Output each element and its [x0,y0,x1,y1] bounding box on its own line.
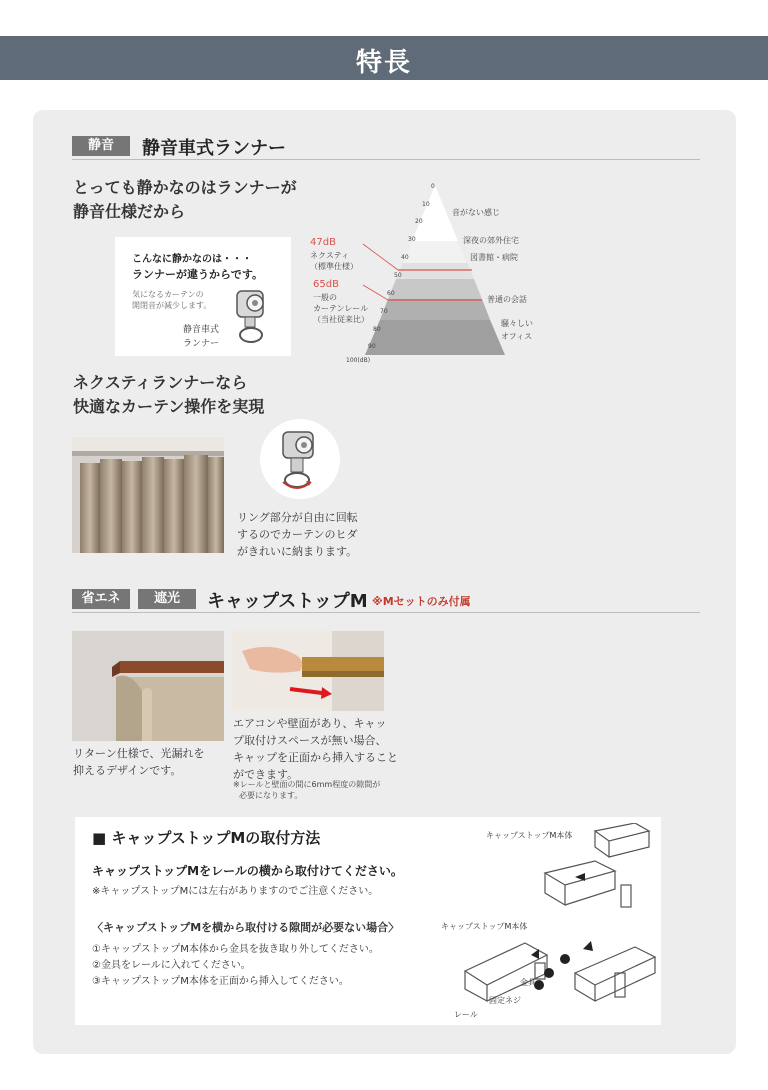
return-caption [73,745,205,779]
diagram-label-body-top: キャップストップM本体 [486,831,573,840]
page-title: 特長 [355,48,412,78]
quiet-lead-line2: 静音仕様だから [73,202,186,221]
tick-80: 80 [373,326,381,333]
tick-30: 30 [408,236,416,243]
howto-subheading: キャップストップMをレールの横から取付けてください。 [92,864,403,878]
front-insert-note-line1: ※レールと壁面の間に6mm程度の隙間が [233,780,381,789]
return-curtain-image [72,631,224,741]
howto-step-2: ②金具をレールに入れてください。 [92,960,251,971]
tick-50: 50 [394,272,402,279]
diagram-label-fitting: 金具 [520,978,536,987]
front-insert-image [232,631,384,711]
diagram-label-body-mid: キャップストップM本体 [441,922,528,931]
tick-100: 100(dB) [346,357,371,364]
howto-heading: ■ キャップストップMの取付方法 [92,829,321,847]
front-insert-note [233,779,380,801]
callout-note-line1: 気になるカーテンの [132,290,204,299]
runner-caption [237,509,358,560]
marker2-line2: カーテンレール [313,304,369,313]
tick-40: 40 [401,254,409,261]
runner-caption-line2: するのでカーテンのヒダ [237,528,358,541]
quiet-section-title: 静音車式ランナー [142,138,286,159]
quiet-lead [73,176,297,224]
front-insert-photo [232,631,384,711]
level-library: 図書館・病院 [470,253,518,262]
runner-caption-line3: がきれいに納まります。 [237,545,358,558]
quiet-tag: 静音 [72,136,130,156]
tick-0: 0 [431,183,435,190]
curtain-pleats-image [72,437,224,553]
capstop-section-title: キャップストップM [207,591,368,612]
tick-60: 60 [387,290,395,297]
runner-caption-line1: リング部分が自由に回転 [237,511,358,524]
marker1-line2: （標準仕様） [310,262,358,271]
runner-lead [73,371,264,419]
level-conversation: 普通の会話 [487,295,527,304]
return-curtain-photo [72,631,224,741]
callout-line1: こんなに静かなのは・・・ [132,254,252,265]
noise-level-pyramid [300,175,560,365]
runner-lead-line2: 快適なカーテン操作を実現 [73,397,265,416]
front-insert-caption-line4: ができます。 [233,768,299,781]
level-silent: 音がない感じ [452,208,500,217]
callout-label-line1: 静音車式 [183,325,220,335]
front-insert-caption-line2: プ取付けスペースが無い場合、 [233,734,387,747]
level-office: オフィス [501,332,533,341]
capstop-section-note: ※Mセットのみ付属 [372,595,471,608]
marker2-line1: 一般の [313,293,337,302]
callout-note-line2: 開閉音が減少します。 [132,301,212,310]
capstop-section-header [72,589,700,613]
return-caption-line2: 抑えるデザインです。 [73,764,182,777]
callout-note [132,289,232,311]
energy-saving-tag: 省エネ [72,589,130,609]
blackout-tag: 遮光 [138,589,196,609]
howto-case-title: 〈キャップストップMを横から取付ける隙間が必要ない場合〉 [92,921,400,934]
runner-icon [227,285,275,347]
runner-callout [115,237,291,356]
howto-step-3: ③キャップストップM本体を正面から挿入してください。 [92,976,349,987]
header-band [0,36,768,80]
marker2-value: 65dB [313,279,339,290]
front-insert-caption-line1: エアコンや壁面があり、キャッ [233,717,387,730]
level-suburb-night: 深夜の郊外住宅 [463,236,519,245]
front-insert-caption [233,715,398,783]
front-insert-caption-line3: キャップを正面から挿入すること [233,751,398,764]
quiet-section-header [72,136,700,160]
tick-70: 70 [380,308,388,315]
marker1-line1: ネクスティ [310,251,350,260]
runner-lead-line1: ネクスティランナーなら [73,373,248,392]
level-noisy: 騒々しい [501,319,533,328]
rotating-runner-icon [257,418,343,500]
tick-10: 10 [422,201,430,208]
diagram-label-screw: 固定ネジ [489,996,521,1005]
return-caption-line1: リターン仕様で、光漏れを [73,747,205,760]
installation-howto [75,817,661,1025]
callout-line2: ランナーが違うからです。 [132,268,264,281]
quiet-lead-line1: とっても静かなのはランナーが [73,178,297,197]
front-insert-note-line2: 必要になります。 [239,791,303,800]
marker2-line3: （当社従来比） [313,315,369,324]
howto-step-1: ①キャップストップM本体から金具を抜き取り外してください。 [92,944,379,955]
marker1-value: 47dB [310,237,336,248]
diagram-label-rail: レール [454,1010,478,1019]
curtain-pleats-photo [72,437,224,553]
tick-90: 90 [368,343,376,350]
tick-20: 20 [415,218,423,225]
callout-label-line2: ランナー [183,339,220,349]
howto-note: ※キャップストップMには左右がありますのでご注意ください。 [92,886,379,897]
